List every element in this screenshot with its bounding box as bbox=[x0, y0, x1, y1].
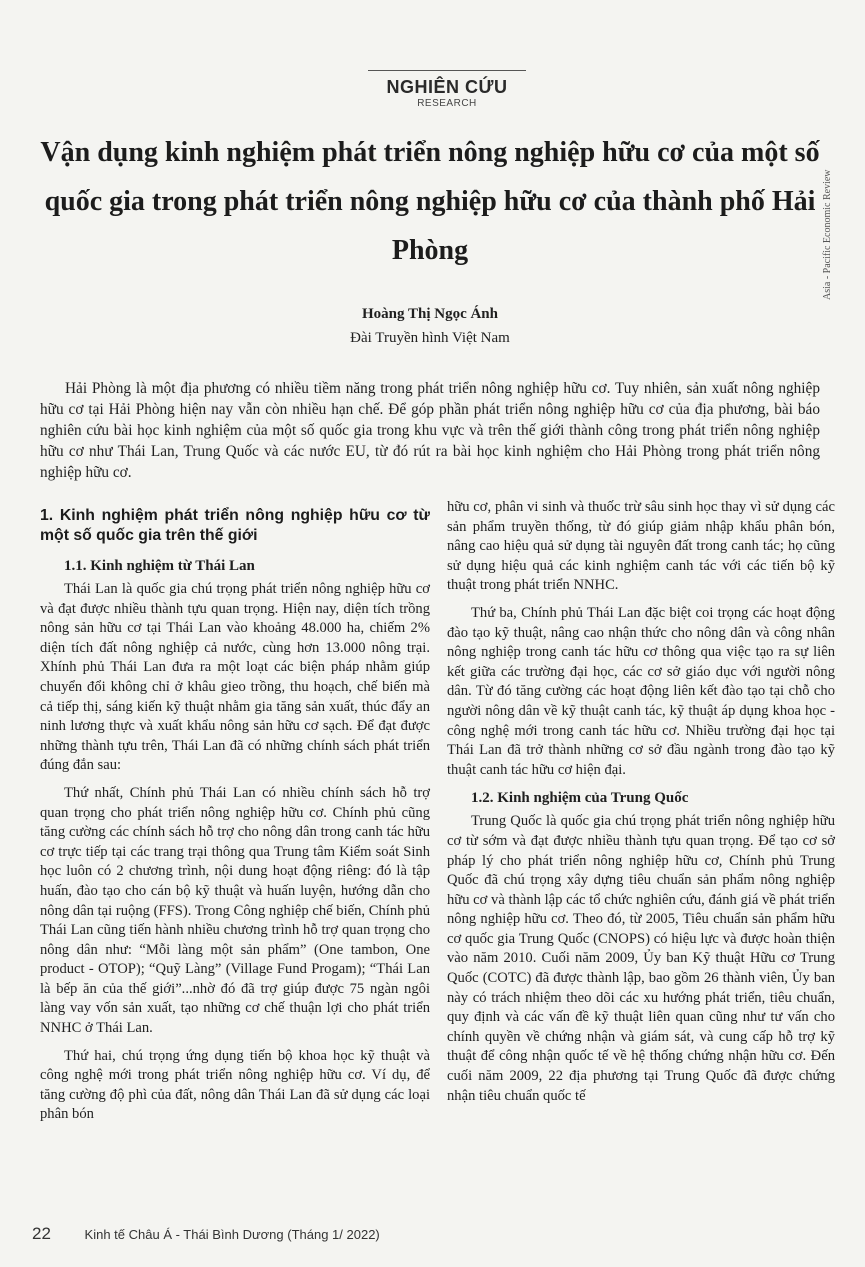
section-label bbox=[368, 68, 526, 112]
section-label-sub: RESEARCH bbox=[417, 98, 477, 109]
paragraph: Thứ nhất, Chính phủ Thái Lan có nhiều chính sách hỗ trợ quan trọng cho phát triển nông nghiệp hữu cơ. Chính phủ cũng tăng cường các chính sách hỗ trợ cho nông dân trong canh tác hữu cơ trực tiếp tại các trang trại thông qua Trung tâm Kiểm soát Sinh học luôn có 2 chương trình, nội dung hoạt động riêng: đó là tập huấn, đào tạo cho cán bộ kỹ thuật và huấn luyện, hướng dẫn cho nông dân tại ruộng (FFS). Trong Công nghiệp chế biến, Chính phủ Thái Lan cũng tiến hành nhiều chương trình hỗ trợ quan trọng cho nông dân như: “Mỗi làng một sản phẩm” (One tambon, One product - OTOP); “Quỹ Làng” (Village Fund Progam); “Thái Lan là bếp ăn của thế giới”...nhờ đó đã trợ giúp được 75 ngàn ngôi làng vay vốn sản xuất, tạo những cơ chế thuận lợi cho phát triển NNHC ở Thái Lan. bbox=[40, 784, 430, 1037]
article-title: Vận dụng kinh nghiệm phát triển nông nghiệp hữu cơ của một số quốc gia trong phát triển nông nghiệp hữu cơ của thành phố Hải Phòng bbox=[40, 137, 820, 266]
author-block bbox=[230, 302, 630, 350]
section-heading-1: 1. Kinh nghiệm phát triển nông nghiệp hữu cơ từ một số quốc gia trên thế giới bbox=[40, 507, 430, 544]
paragraph: Thái Lan là quốc gia chú trọng phát triển nông nghiệp hữu cơ và đạt được nhiều thành tựu quan trọng. Hiện nay, diện tích trồng nông sản hữu cơ tại Thái Lan vào khoảng 48.000 ha, chiếm 2% diện tích đất nông nghiệp cả nước, cùng hơn 13.000 nông trại. Xhính phủ Thái Lan đưa ra một loạt các biện pháp nhằm giúp chuyển đổi không chỉ ở khâu gieo trồng, thu hoạch, chế biến mà cả tiếp thị, sáng kiến kỹ thuật nhằm gia tăng sản xuất, thúc đẩy an ninh lương thực và xuất khẩu nông sản hữu cơ sạch. Để đạt được những thành tựu trên, Thái Lan đã có những chính sách phát triển đúng đắn sau: bbox=[40, 581, 430, 774]
paragraph: hữu cơ, phân vi sinh và thuốc trừ sâu sinh học thay vì sử dụng các sản phẩm truyền thống, từ đó giúp giảm nhập khẩu phân bón, nâng cao hiệu quả sử dụng tài nguyên đất trong canh tác; họ cũng sử dụng hiệu quả các kinh nghiệm canh tác với các tiến bộ kỹ thuật trong phát triển NNHC. bbox=[447, 499, 835, 594]
paragraph: Thứ hai, chú trọng ứng dụng tiến bộ khoa học kỹ thuật và công nghệ mới trong phát triển nông nghiệp hữu cơ. Ví dụ, để tăng cường độ phì của đất, nông dân Thái Lan đã sử dụng các loại phân bón bbox=[40, 1047, 430, 1123]
abstract: Hải Phòng là một địa phương có nhiều tiềm năng trong phát triển nông nghiệp hữu cơ. Tuy nhiên, sản xuất nông nghiệp hữu cơ tại Hải Phòng hiện nay vẫn còn nhiều hạn chế. Để góp phần phát triển nông nghiệp hữu cơ của địa phương, bài báo nghiên cứu bài học kinh nghiệm của một số quốc gia trong khu vực và trên thế giới thành công trong phát triển nông nghiệp hữu cơ như Thái Lan, Trung Quốc và các nước EU, từ đó rút ra bài học kinh nghiệm cho Hải Phòng trong phát triển nông nghiệp hữu cơ. bbox=[40, 380, 820, 481]
footer-journal: Kinh tế Châu Á - Thái Bình Dương (Tháng 1/ 2022) bbox=[84, 1227, 380, 1242]
page-number: 22 bbox=[32, 1224, 51, 1243]
author-affiliation: Đài Truyền hình Việt Nam bbox=[350, 330, 510, 346]
paragraph: Trung Quốc là quốc gia chú trọng phát triển nông nghiệp hữu cơ từ sớm và đạt được nhiều thành tựu quan trọng. Để tạo cơ sở pháp lý cho phát triển nông nghiệp hữu cơ, Chính phủ Trung Quốc đã chú trọng xây dựng tiêu chuẩn sản phẩm nông nghiệp hữu cơ và thành lập các tổ chức nghiên cứu, đánh giá về phát triển nông nghiệp hữu cơ. Theo đó, từ 2005, Tiêu chuẩn sản phẩm hữu cơ quốc gia Trung Quốc (CNOPS) có hiệu lực và được hoàn thiện vào năm 2010. Cuối năm 2009, Ủy ban Kỹ thuật Hữu cơ Trung Quốc (COTC) đã được thành lập, bao gồm 26 thành viên, Ủy ban này có trách nhiệm theo dõi các xu hướng phát triển, tiêu chuẩn, quy định và các vấn đề kỹ thuật liên quan cũng như tư vấn cho chính quyền về chứng nhận và giám sát, và cung cấp hỗ trợ kỹ thuật để công nhận quốc tế về hệ thống chứng nhận hữu cơ. Đến cuối năm 2009, 22 địa phương tại Trung Quốc đã được chứng nhận tiêu chuẩn quốc tế bbox=[447, 813, 835, 1104]
side-journal-name: Asia - Pacific Economic Review bbox=[822, 169, 833, 300]
subsection-heading-1-2: 1.2. Kinh nghiệm của Trung Quốc bbox=[471, 790, 689, 807]
section-label-main: NGHIÊN CỨU bbox=[386, 77, 508, 97]
page-footer bbox=[32, 1224, 462, 1244]
right-column bbox=[447, 498, 835, 1114]
left-column bbox=[40, 500, 430, 1133]
paragraph: Thứ ba, Chính phủ Thái Lan đặc biệt coi trọng các hoạt động đào tạo kỹ thuật, nâng cao nhận thức cho nông dân và công nhân nông nghiệp trong canh tác hữu cơ thông qua việc tạo ra sự liên kết giữa các trường đại học, các cơ sở giáo dục với người nông dân. Từ đó tăng cường các hoạt động liên kết đào tạo tại chỗ cho người nông dân về kỹ thuật canh tác, kỹ thuật áp dụng khoa học -công nghệ mới trong canh tác hữu cơ. Nhiều trường đại học tại Thái Lan đã trở thành những cơ sở đầu ngành trong đào tạo kỹ thuật canh tác hữu cơ hiện đại. bbox=[447, 604, 835, 778]
subsection-heading-1-1: 1.1. Kinh nghiệm từ Thái Lan bbox=[64, 558, 255, 574]
author-name: Hoàng Thị Ngọc Ánh bbox=[361, 306, 498, 322]
